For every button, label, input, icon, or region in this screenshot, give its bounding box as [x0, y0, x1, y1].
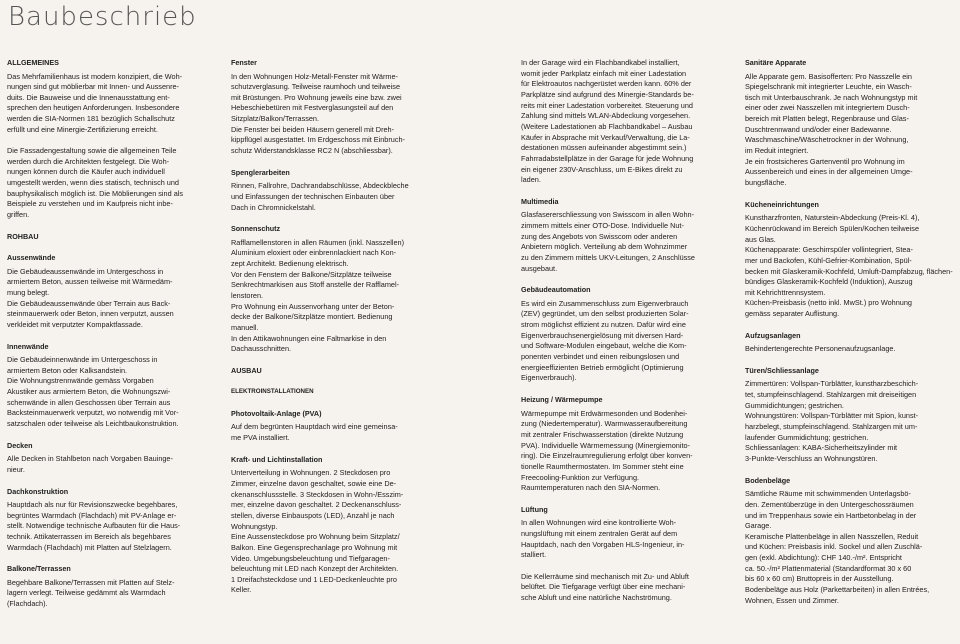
section-text: Die Gebäudeaussenwände im Untergeschoss in armiertem Beton, aussen teilweise mit Wärmedäm- mung belegt. Die Gebäudeaussenwände über Terrain aus Back- steinmauerwerk oder Beton, innen verputzt, aussen verkleidet mit verputzter Kompaktfassade.	[7, 266, 174, 329]
section	[745, 366, 960, 465]
section-heading: Balkone/Terrassen	[7, 564, 71, 574]
section	[745, 58, 960, 189]
section-heading: Innenwände	[7, 341, 49, 351]
section-text: Hauptdach als nur für Revisionszwecke begehbares, begrüntes Warmdach (Flachdach) mit PV-Anlage er- stellt. Notwendige technische Aufbauten für die Haus- technik. Attikaterrassen im Bereich als begehbares Warmdach (Flachdach) mit Platten auf Stelzlagern.	[7, 500, 181, 552]
section-heading: ELEKTROINSTALLATIONEN	[231, 388, 314, 396]
section	[745, 331, 960, 355]
section-heading: Aussenwände	[7, 253, 56, 263]
section	[231, 409, 453, 444]
section-text: Auf dem begrünten Hauptdach wird eine gemeinsa- me PVA installiert.	[231, 422, 398, 443]
section	[7, 487, 229, 554]
section-text: Alle Apparate gem. Basisofferten: Pro Nasszelle ein Spiegelschrank mit integrierter Leuchte, ein Wasch- tisch mit Unterbauschrank. Je nach Wohnungstyp mit einer oder zwei Nasszellen mit integriertem Dusch- bereich mit Platten belegt, Regenbrause und Glas- Duschtrennwand und/oder einer Badewanne. Waschmaschine/Wäschetrockner in der Wohnung, im Reduit integriert. Je ein frostsicheres Gartenventil pro Wohnung im Aussenbereich und eines in der allgemeinen Umge- bungsfläche.	[745, 71, 918, 188]
section	[521, 505, 743, 604]
section-heading: Multimedia	[521, 196, 559, 206]
section-heading: Photovoltaik-Anlage (PVA)	[231, 408, 322, 418]
column-2	[231, 58, 453, 607]
section	[231, 168, 453, 213]
section	[231, 455, 453, 596]
section	[521, 58, 743, 186]
section	[231, 387, 453, 398]
page-title: Baubeschrieb	[8, 2, 197, 32]
section-heading: Sanitäre Apparate	[745, 58, 807, 67]
section-heading: Spenglerarbeiten	[231, 167, 290, 177]
section	[521, 285, 743, 384]
section	[231, 366, 453, 377]
section	[745, 200, 960, 320]
section-text: In den Wohnungen Holz-Metall-Fenster mit Wärme- schutzverglasung. Teilweise raumhoch und teilweise mit Brüstungen. Pro Wohnung jeweils eine bzw. zwei Hebeschiebetüren mit Festverglasungsteil auf den Sitzplatz/Balkon/Terrassen. Die Fenster bei beiden Häusern generell mit Dreh- kippflügel ausgestattet. Im Erdgeschoss mit Einbruch- schutz Widerstandsklasse RC2 N (abschliessbar).	[231, 71, 405, 156]
section-text: Rinnen, Fallrohre, Dachrandabschlüsse, Abdeckbleche und Einfassungen der technischen Einbauten über Dach in Chromnickelstahl.	[231, 181, 409, 212]
section	[521, 395, 743, 494]
section-heading: Sonnenschutz	[231, 224, 281, 234]
section-text: In allen Wohnungen wird eine kontrollierte Woh- nungslüftung mit einem zentralen Gerät auf dem Hauptdach, nach den Vorgaben HLS-Ingenieur, in- stalliert. Die Kellerräume sind mechanisch mit Zu- und Abluft belüftet. Die Tiefgarage verfügt über eine mechani- sche Abluft und eine natürliche Nachströmung.	[521, 518, 689, 602]
section-text: Glasfasererschliessung von Swisscom in allen Wohn- zimmern mittels einer OTO-Dose. Individuelle Nut- zung des Angebots von Swisscom oder anderen Anbietern möglich. Verteilung ab dem Wohnzimmer zu den Zimmern mittels UKV-Leitungen, 2 Anschlüsse ausgebaut.	[521, 210, 695, 273]
section	[231, 224, 453, 355]
section-heading: Gebäudeautomation	[521, 285, 591, 295]
section	[231, 58, 453, 157]
section-text: In der Garage wird ein Flachbandkabel installiert, womit jeder Parkplatz einfach mit einer Ladestation für Elektroautos nachgerüstet werden kann. 60% der Parkplätze sind aufgrund des Minergie-Standards be- reits mit einer Ladestation vorbereitet. Steuerung und Zahlung sind mittels WLAN-Abdeckung vorgesehen. (Weitere Ladestationen ab Flachbandkabel – Ausbau Käufer in Absprache mit Verkauf/Verwaltung, die La- destationen müssen aufeinander abgestimmt sein.) Fahrradabstellplätze in der Garage für jede Wohnung ein eigener 230V-Anschluss, um E-Bikes direkt zu laden.	[521, 58, 694, 185]
section-text: Die Gebäudeinnenwände im Untergeschoss in armiertem Beton oder Kalksandstein. Die Wohnungstrennwände gemäss Vorgaben Akustiker aus armiertem Beton, die Wohnungszwi- schenwände in allen Geschossen über Terrain aus Backsteinmauerwerk verputzt, wo notwendig mit Vor- satzschalen oder teilweise als Leichtbaukonstruktion.	[7, 355, 179, 429]
section-text: Rafflamellenstoren in allen Räumen (inkl. Nasszellen) Aluminium eloxiert oder einbrennlackiert nach Kon- zept Architekt. Bedienung elektrisch. Vor den Fenstern der Balkone/Sitzplätze teilweise Senkrechtmarkisen aus Stoff anstelle der Rafflamel- lenstoren. Pro Wohnung ein Aussenvorhang unter der Beton- decke der Balkone/Sitzplätze montiert. Bedienung manuell. In den Attikawohnungen eine Faltmarkise in den Dachausschnitten.	[231, 237, 405, 354]
column-1	[7, 58, 229, 621]
section-heading: Fenster	[231, 58, 257, 67]
section-heading: Lüftung	[521, 504, 548, 514]
section-text: Kunstharzfronten, Naturstein-Abdeckung (Preis-Kl. 4), Küchenrückwand im Bereich Spülen/Kochen teilweise aus Glas. Küchenapparate: Geschirrspüler vollintegriert, Stea- mer und Backofen, Kühl-Gefrier-Kombination, Spül- becken mit Glaskeramik-Kochfeld, Umluft-Dampfabzug, flächen- bündiges Glaskeramik-Kochfeld (Induktion), Auszug mit Kehrichttrennsystem. Küchen-Preisbasis (netto inkl. MwSt.) pro Wohnung gemäss separater Auflistung.	[745, 213, 953, 319]
section-heading: AUSBAU	[231, 365, 262, 375]
section-text: Wärmepumpe mit Erdwärmesonden und Bodenhei- zung (Niedertemperatur). Warmwasseraufbereitung mit zentraler Frischwasserstation (direkte Nutzung PVA). Individuelle Wärmemessung (Minergiemonito- ring). Die Einzelraumregulierung erfolgt über konven- tionelle Raumthermostaten. Im Sommer steht eine Freecooling-Funktion zur Verfügung. Raumtemperaturen nach den SIA-Normen.	[521, 408, 693, 493]
section-text: Behindertengerechte Personenaufzugsanlage.	[745, 344, 896, 354]
column-4	[745, 58, 960, 617]
section-text: Alle Decken in Stahlbeton nach Vorgaben Bauinge- nieur.	[7, 454, 173, 474]
section-text: Sämtliche Räume mit schwimmenden Unterlagsbö- den. Zementüberzüge in den Untergeschossräumen und im Treppenhaus sowie ein Hartbetonbelag in der Garage. Keramische Plattenbeläge in allen Nasszellen, Reduit und Küchen: Preisbasis inkl. Sockel und allen Zuschlä- gen (exkl. Abdichtung): CHF 140.-/m². Entspricht ca. 50.-/m² Plattenmaterial (Standardformat 30 x 60 bis 60 x 60 cm) Bruttopreis in der Ausstellung. Bodenbeläge aus Holz (Parkettarbeiten) in allen Entrées, Wohnen, Essen und Zimmer.	[745, 489, 930, 605]
section-text: Es wird ein Zusammenschluss zum Eigenverbrauch (ZEV) gegründet, um den selbst produzierten Solar- strom möglichst effizient zu nutzen. Dafür wird eine Eigenverbrauchsenergielösung mit diversen Hard- und Software-Modulen eingebaut, welche die Kom- ponenten verbindet und einen reibungslosen und energieeffizienten Betrieb ermöglicht (Optimierung Eigenverbrauch).	[521, 298, 689, 383]
section	[7, 253, 229, 330]
column-3	[521, 58, 743, 615]
section	[7, 564, 229, 609]
section	[7, 342, 229, 430]
section-heading: Kraft- und Lichtinstallation	[231, 454, 323, 464]
section-text: Unterverteilung in Wohnungen. 2 Steckdosen pro Zimmer, einzelne davon geschaltet, sowie eine De- ckenanschlussstelle. 3 Steckdosen in Wohn-/Esszim- mer, einzelne davon geschaltet. 2 Deckenanschluss- stellen, diverse Einbauspots (LED), Anzahl je nach Wohnungstyp. Eine Aussensteckdose pro Wohnung beim Sitzplatz/ Balkon. Eine Gegensprechanlage pro Wohnung mit Video. Umgebungsbeleuchtung und Tiefgaragen- beleuchtung mit LED nach Konzept der Architekten. 1 Dreifachsteckdose und 1 LED-Deckenleuchte pro Keller.	[231, 468, 404, 595]
section-heading: Decken	[7, 440, 33, 450]
section-heading: Bodenbeläge	[745, 475, 791, 485]
section-text: Zimmertüren: Vollspan-Türblätter, kunstharzbeschich- tet, stumpfeinschlagend. Stahlzargen mit dreiseitigen Gummidichtungen; gestrichen. Wohnungstüren: Vollspan-Türblätter mit Spion, kunst- harzbelegt, stumpfeinschlagend. Stahlzargen mit um- laufender Gummidichtung; gestrichen. Schliessanlagen: KABA-Sicherheitszylinder mit 3-Punkte-Verschluss an Wohnungstüren.	[745, 379, 919, 464]
section-text: Begehbare Balkone/Terrassen mit Platten auf Stelz- lagern verlegt. Teilweise gedämmt als Warmdach (Flachdach).	[7, 577, 175, 609]
section-heading: Türen/Schliessanlage	[745, 365, 819, 375]
section-heading: Aufzugsanlagen	[745, 330, 801, 340]
section-heading: Heizung / Wärmepumpe	[521, 395, 603, 405]
section-heading: Kücheneinrichtungen	[745, 199, 819, 209]
section-text: Das Mehrfamilienhaus ist modern konzipiert, die Woh- nungen sind gut möblierbar mit Innen- und Aussenre- duits. Die Bauweise und die Innenausstattung ent- sprechen den heutigen Anforderungen. Insbesondere werden die SIA-Normen 181 bezüglich Schallschutz erfüllt und eine Minergie-Zertifizierung erreicht. Die Fassadengestaltung sowie die allgemeinen Teile werden durch die Architekten festgelegt. Die Woh- nungen können durch die Käufer auch individuell umgestellt werden, wenn dies statisch, technisch und bauphysikalisch möglich ist. Die Möblierungen sind als Beispiele zu verstehen und im Kaufpreis nicht inbe- griffen.	[7, 71, 184, 220]
section	[7, 232, 229, 243]
section-heading: Dachkonstruktion	[7, 486, 69, 496]
section	[745, 476, 960, 607]
section	[521, 197, 743, 274]
section-heading: ALLGEMEINES	[7, 58, 59, 67]
section	[7, 58, 229, 221]
section-heading: ROHBAU	[7, 231, 39, 241]
section	[7, 441, 229, 476]
